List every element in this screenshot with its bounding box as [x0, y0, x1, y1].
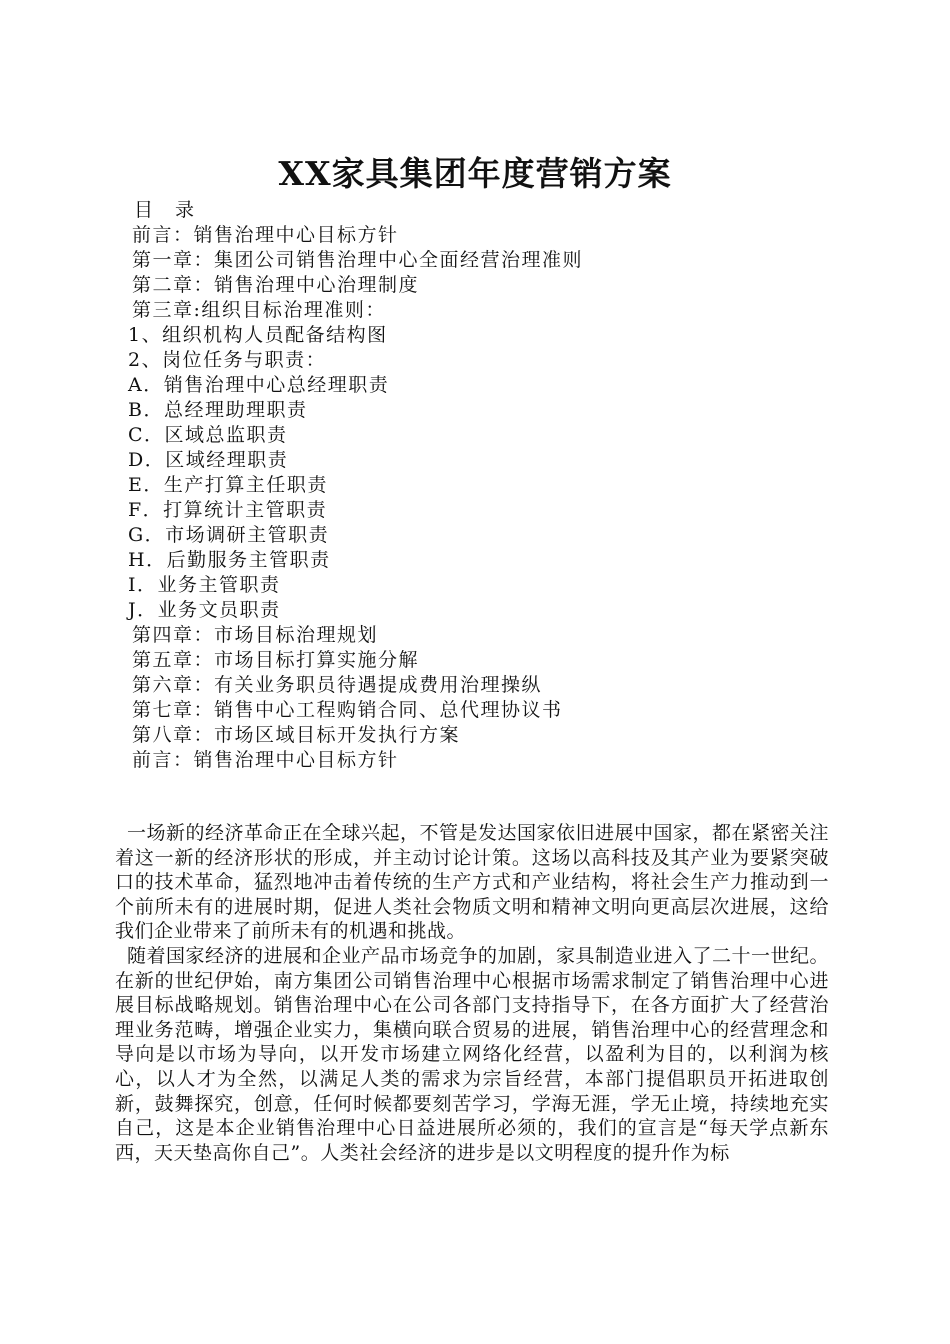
toc-item: F．打算统计主管职责 [128, 499, 328, 521]
table-of-contents [128, 198, 848, 773]
toc-item: D．区域经理职责 [128, 449, 289, 471]
toc-item: 第二章：销售治理中心治理制度 [132, 274, 420, 296]
toc-item: 1、组织机构人员配备结构图 [128, 324, 388, 346]
toc-item: I．业务主管职责 [128, 574, 281, 596]
toc-item: 2、岗位任务与职责： [128, 349, 327, 371]
toc-item: 第六章：有关业务职员待遇提成费用治理操纵 [132, 674, 543, 696]
toc-item: 第五章：市场目标打算实施分解 [132, 649, 420, 671]
toc-item: 第八章：市场区域目标开发执行方案 [132, 724, 461, 746]
toc-item: B．总经理助理职责 [128, 399, 308, 421]
toc-item: 第七章：销售中心工程购销合同、总代理协议书 [132, 699, 563, 721]
document-body [115, 821, 829, 1165]
toc-item: C．区域总监职责 [128, 424, 288, 446]
toc-item: H．后勤服务主管职责 [128, 549, 331, 571]
body-paragraph: 随着国家经济的进展和企业产品市场竞争的加剧，家具制造业进入了二十一世纪。在新的世纪伊始，南方集团公司销售治理中心根据市场需求制定了销售治理中心进展目标战略规划。销售治理中心在公司各部门支持指导下，在各方面扩大了经营治理业务范畴，增强企业实力，集横向联合贸易的进展，销售治理中心的经营理念和导向是以市场为导向，以开发市场建立网络化经营，以盈利为目的，以利润为核心，以人才为全然，以满足人类的需求为宗旨经营，本部门提倡职员开拓进取创新，鼓舞探究，创意，任何时候都要刻苦学习，学海无涯，学无止境，持续地充实自己，这是本企业销售治理中心日益进展所必须的，我们的宣言是“每天学点新东西，天天垫高你自己”。人类社会经济的进步是以文明程度的提升作为标 [115, 944, 830, 1164]
toc-item: J．业务文员职责 [128, 599, 281, 621]
toc-item: 前言：销售治理中心目标方针 [132, 224, 399, 246]
toc-item: E．生产打算主任职责 [128, 474, 328, 496]
toc-item: 第三章:组织目标治理准则： [132, 299, 386, 321]
toc-item: 前言：销售治理中心目标方针 [132, 749, 399, 771]
toc-item: 第一章：集团公司销售治理中心全面经营治理准则 [132, 249, 584, 271]
document-title: XX家具集团年度营销方案 [278, 154, 672, 193]
toc-item: A．销售治理中心总经理职责 [128, 374, 390, 396]
toc-item: 第四章：市场目标治理规划 [132, 624, 379, 646]
toc-item: G．市场调研主管职责 [128, 524, 330, 546]
body-paragraph: 一场新的经济革命正在全球兴起，不管是发达国家依旧进展中国家，都在紧密关注着这一新的经济形状的形成，并主动讨论计策。这场以高科技及其产业为要紧突破口的技术革命，猛烈地冲击着传统的生产方式和产业结构，将社会生产力推动到一个前所未有的进展时期，促进人类社会物质文明和精神文明向更高层次进展，这给我们企业带来了前所未有的机遇和挑战。 [115, 822, 830, 943]
toc-heading: 目 录 [134, 199, 203, 221]
